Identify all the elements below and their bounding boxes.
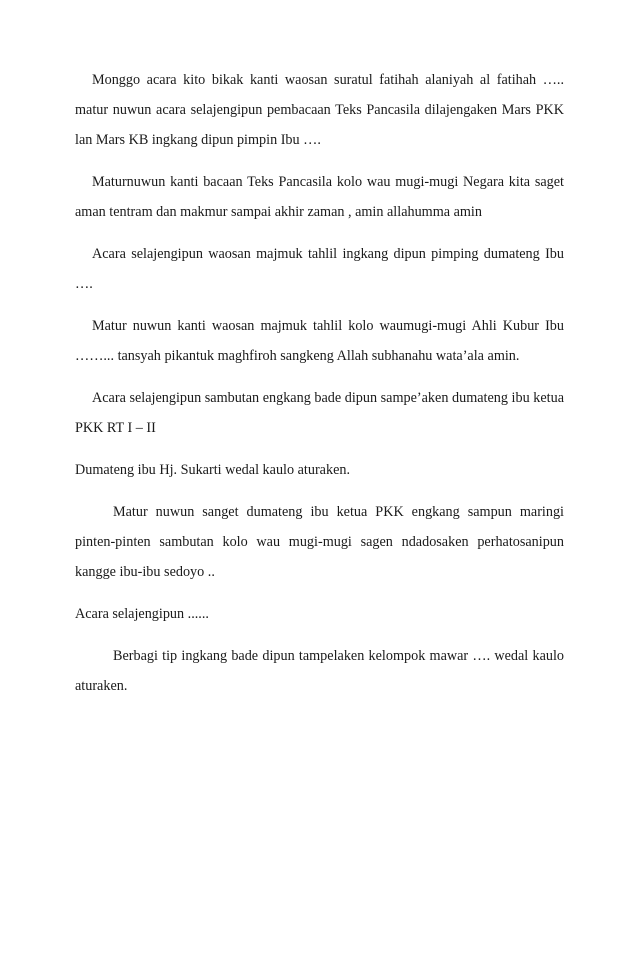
paragraph-opening: Monggo acara kito bikak kanti waosan suratul fatihah alaniyah al fatihah ….. matur nuwun acara selajengipun pembacaan Teks Pancasila dilajengaken Mars PKK lan Mars KB ingkang dipun pimpin Ibu …. xyxy=(75,72,564,148)
paragraph-next-agenda: Acara selajengipun ...... xyxy=(75,606,209,622)
paragraph-sambutan: Acara selajengipun sambutan engkang bade dipun sampe’aken dumateng ibu ketua PKK RT I – II xyxy=(75,390,564,436)
paragraph-sambutan-thanks: Matur nuwun sanget dumateng ibu ketua PKK engkang sampun maringi pinten-pinten sambutan kolo wau mugi-mugi sagen ndadosaken perhatosanipun kangge ibu-ibu sedoyo .. xyxy=(75,504,564,580)
paragraph-closing: Berbagi tip ingkang bade dipun tampelaken kelompok mawar …. wedal kaulo aturaken. xyxy=(75,648,564,694)
paragraph-pancasila-thanks: Maturnuwun kanti bacaan Teks Pancasila kolo wau mugi-mugi Negara kita saget aman tentram dan makmur sampai akhir zaman , amin allahumma amin xyxy=(75,174,564,220)
paragraph-tahlil: Acara selajengipun waosan majmuk tahlil ingkang dipun pimping dumateng Ibu …. xyxy=(75,246,564,292)
paragraph-tahlil-thanks: Matur nuwun kanti waosan majmuk tahlil kolo waumugi-mugi Ahli Kubur Ibu ……... tansyah pikantuk maghfiroh sangkeng Allah subhanahu wata’ala amin. xyxy=(75,318,564,364)
paragraph-invitation: Dumateng ibu Hj. Sukarti wedal kaulo aturaken. xyxy=(75,462,351,478)
document-body xyxy=(75,65,564,701)
